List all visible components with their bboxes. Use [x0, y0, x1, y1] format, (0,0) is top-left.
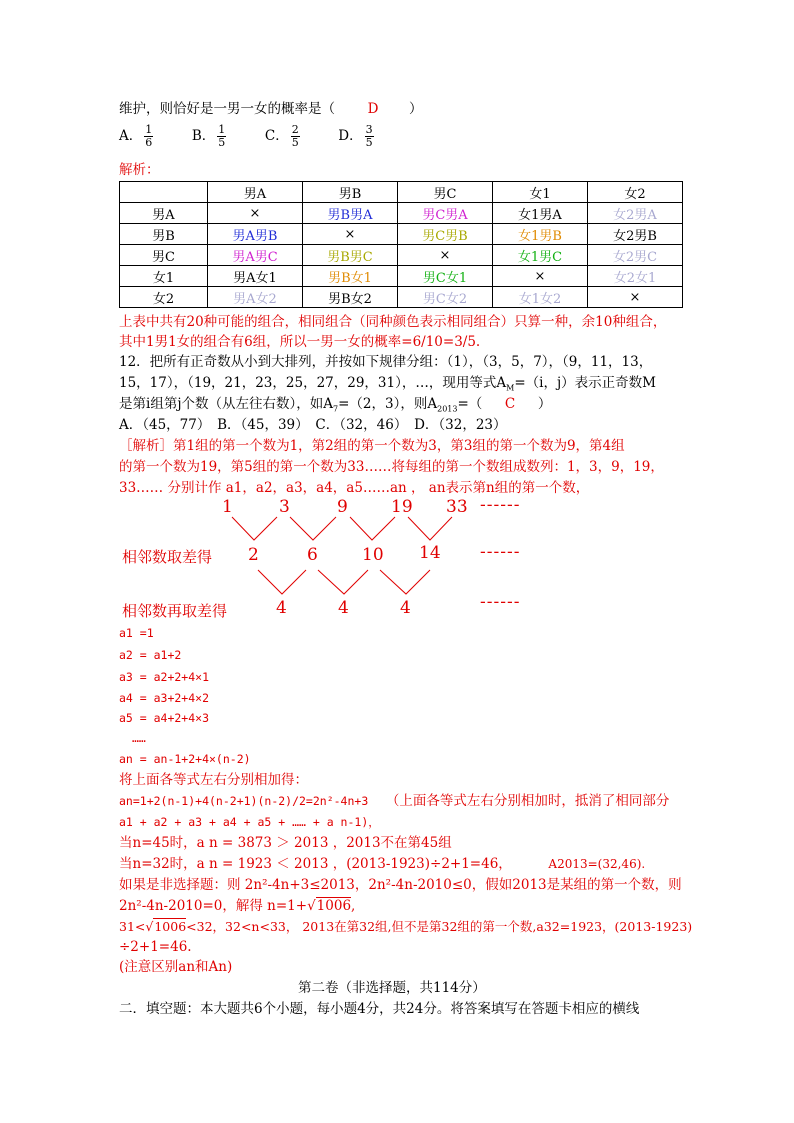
- part2-title: 第二卷（非选择题，共114分）: [298, 980, 486, 996]
- combination-cell: 女2男A: [588, 203, 683, 224]
- question-answer: D: [367, 101, 379, 117]
- connector-line: [408, 517, 452, 540]
- combination-cell: ×: [398, 245, 493, 266]
- combination-cell: 男C女1: [398, 266, 493, 287]
- part2-instruction: 二．填空题：本大题共6个小题，每小题4分，共24分。将答案填写在答题卡相应的横线: [119, 1001, 640, 1017]
- combination-cell: 男A男C: [208, 245, 303, 266]
- analysis-label: 解析：: [119, 162, 160, 178]
- combination-cell: ×: [588, 287, 683, 308]
- second-diff-term: 4: [276, 598, 287, 618]
- eq-a4: a4 = a3+2+4×2: [119, 691, 210, 705]
- row-header-cell: 男B: [120, 224, 208, 245]
- notation-note: (注意区别an和An): [119, 959, 233, 975]
- connector-line: [290, 517, 336, 540]
- combination-cell: 女1男B: [493, 224, 588, 245]
- combination-cell: 女1男C: [493, 245, 588, 266]
- a2013-result: A2013=(32,46).: [548, 857, 646, 871]
- row-header-cell: 女2: [120, 287, 208, 308]
- combination-cell: 女1男A: [493, 203, 588, 224]
- eq-a3: a3 = a2+2+4×1: [119, 670, 210, 684]
- continuation-dashes: ------: [480, 495, 521, 515]
- nonchoice-line-3: 31<√1006<32，32<n<33， 2013在第32组,但不是第32组的第一个数,a32=1923，(2013-1923): [119, 919, 693, 934]
- eq-a1: a1 =1: [119, 626, 154, 640]
- table-header-cell: 男A: [208, 182, 303, 203]
- seq-term: 33: [446, 497, 468, 517]
- question-stem: 维护，则恰好是一男一女的概率是（ D ）: [119, 101, 423, 117]
- eq-a2: a2 = a1+2: [119, 648, 182, 662]
- table-header-cell: 女1: [493, 182, 588, 203]
- combination-cell: 男A女1: [208, 266, 303, 287]
- combination-cell: 男B男C: [303, 245, 398, 266]
- combination-cell: 男C男A: [398, 203, 493, 224]
- option-b: B． $\frac{1}{5}$: [191, 123, 226, 149]
- seq-term: 19: [391, 497, 413, 517]
- eq-a5: a5 = a4+2+4×3: [119, 711, 210, 725]
- explanation-line-2: 的第一个数为19，第5组的第一个数为33……将每组的第一个数组成数列：1，3，9，19，: [119, 459, 664, 475]
- seq-term: 3: [279, 497, 290, 517]
- summary-line-2: 其中1男1女的组合有6组，所以一男一女的概率=6/10=3/5.: [119, 334, 481, 350]
- row-header-cell: 男C: [120, 245, 208, 266]
- combination-cell: 男C男B: [398, 224, 493, 245]
- eq-an: an = an-1+2+4×(n-2): [119, 752, 251, 766]
- nonchoice-line-2: 2n²-4n-2010=0，解得 n=1+√1006,: [119, 898, 356, 914]
- combination-cell: 女2男B: [588, 224, 683, 245]
- diff-term: 6: [307, 545, 318, 565]
- sum-formula-line: an=1+2(n-1)+4(n-2+1)(n-2)/2=2n²-4n+3 （上面各等式左右分别相加时，抵消了相同部分: [119, 793, 670, 809]
- q12-answer: C: [504, 396, 516, 412]
- continuation-dashes: ------: [480, 592, 521, 612]
- diff-term: 14: [419, 543, 441, 563]
- nonchoice-line-4: ÷2+1=46.: [119, 939, 192, 955]
- combination-cell: 男A男B: [208, 224, 303, 245]
- combination-cell: 女2男C: [588, 245, 683, 266]
- second-diff-term: 4: [400, 598, 411, 618]
- case-n32: 当n=32时，a n = 1923 ＜ 2013 ，(2013-1923)÷2+1=46， A2013=(32,46).: [119, 856, 646, 872]
- table-header-cell: 男B: [303, 182, 398, 203]
- combination-cell: 女1女2: [493, 287, 588, 308]
- eq-dots: ……: [132, 731, 146, 745]
- combination-cell: 男A女2: [208, 287, 303, 308]
- option-d: D． $\frac{3}{5}$: [338, 123, 373, 149]
- diff-term: 2: [248, 545, 259, 565]
- combination-cell: 女2女1: [588, 266, 683, 287]
- combination-cell: ×: [208, 203, 303, 224]
- connector-line: [232, 517, 277, 540]
- option-a: A． $\frac{1}{6}$: [119, 123, 153, 149]
- q12-line-3: 是第i组第j个数（从左往右数），如$A_7=(2$，3），则$A_{2013}=$（ C ）: [119, 396, 552, 414]
- row-header-cell: 男A: [120, 203, 208, 224]
- seq-term: 1: [222, 497, 233, 517]
- explanation-line-1: ［解析］第1组的第一个数为1，第2组的第一个数为3，第3组的第一个数为9，第4组: [119, 438, 625, 454]
- combination-cell: 男B女1: [303, 266, 398, 287]
- sum-title: 将上面各等式左右分别相加得：: [119, 772, 308, 788]
- second-diff-label: 相邻数再取差得: [122, 602, 228, 620]
- diff-label: 相邻数取差得: [122, 548, 213, 566]
- table-header-cell: 男C: [398, 182, 493, 203]
- table-header-cell: 女2: [588, 182, 683, 203]
- combination-cell: ×: [493, 266, 588, 287]
- connector-line: [258, 570, 306, 594]
- continuation-dashes: ------: [480, 542, 521, 562]
- case-n45: 当n=45时，a n = 3873 ＞ 2013 ，2013不在第45组: [119, 835, 452, 851]
- seq-term: 9: [337, 497, 348, 517]
- q12-options: A．（45，77） B．（45，39） C．（32，46） D．（32，23）: [119, 417, 507, 433]
- connector-line: [318, 570, 368, 594]
- row-header-cell: 女1: [120, 266, 208, 287]
- connector-line: [380, 570, 430, 594]
- explanation-line-3: 33…… 分别计作 a1，a2，a3，a4，a5……an ， an表示第n组的第一个数，: [119, 480, 590, 496]
- q12-line-2: 15，17），（19，21，23，25，27，29，31），…，现用等式$A_M=(i$，j）表示正奇数M: [119, 375, 656, 393]
- diff-term: 10: [362, 545, 384, 565]
- summary-line-1: 上表中共有20种可能的组合，相同组合（同种颜色表示相同组合）只算一种，余10种组合，: [119, 314, 667, 330]
- sum-cancel: a1 + a2 + a3 + a4 + a5 + …… + a n-1)，: [119, 815, 380, 829]
- combination-cell: 男C女2: [398, 287, 493, 308]
- combination-cell: 男B女2: [303, 287, 398, 308]
- nonchoice-line-1: 如果是非选择题：则 2n²-4n+3≤2013，2n²-4n-2010≤0，假如2013是某组的第一个数，则: [119, 877, 682, 893]
- connector-line: [350, 517, 395, 540]
- option-c: C． $\frac{2}{5}$: [264, 123, 299, 149]
- combination-cell: ×: [303, 224, 398, 245]
- combination-cell: 男B男A: [303, 203, 398, 224]
- q12-line-1: 12．把所有正奇数从小到大排列，并按如下规律分组：（1），（3，5，7），（9，11，13，: [119, 354, 653, 370]
- second-diff-term: 4: [338, 598, 349, 618]
